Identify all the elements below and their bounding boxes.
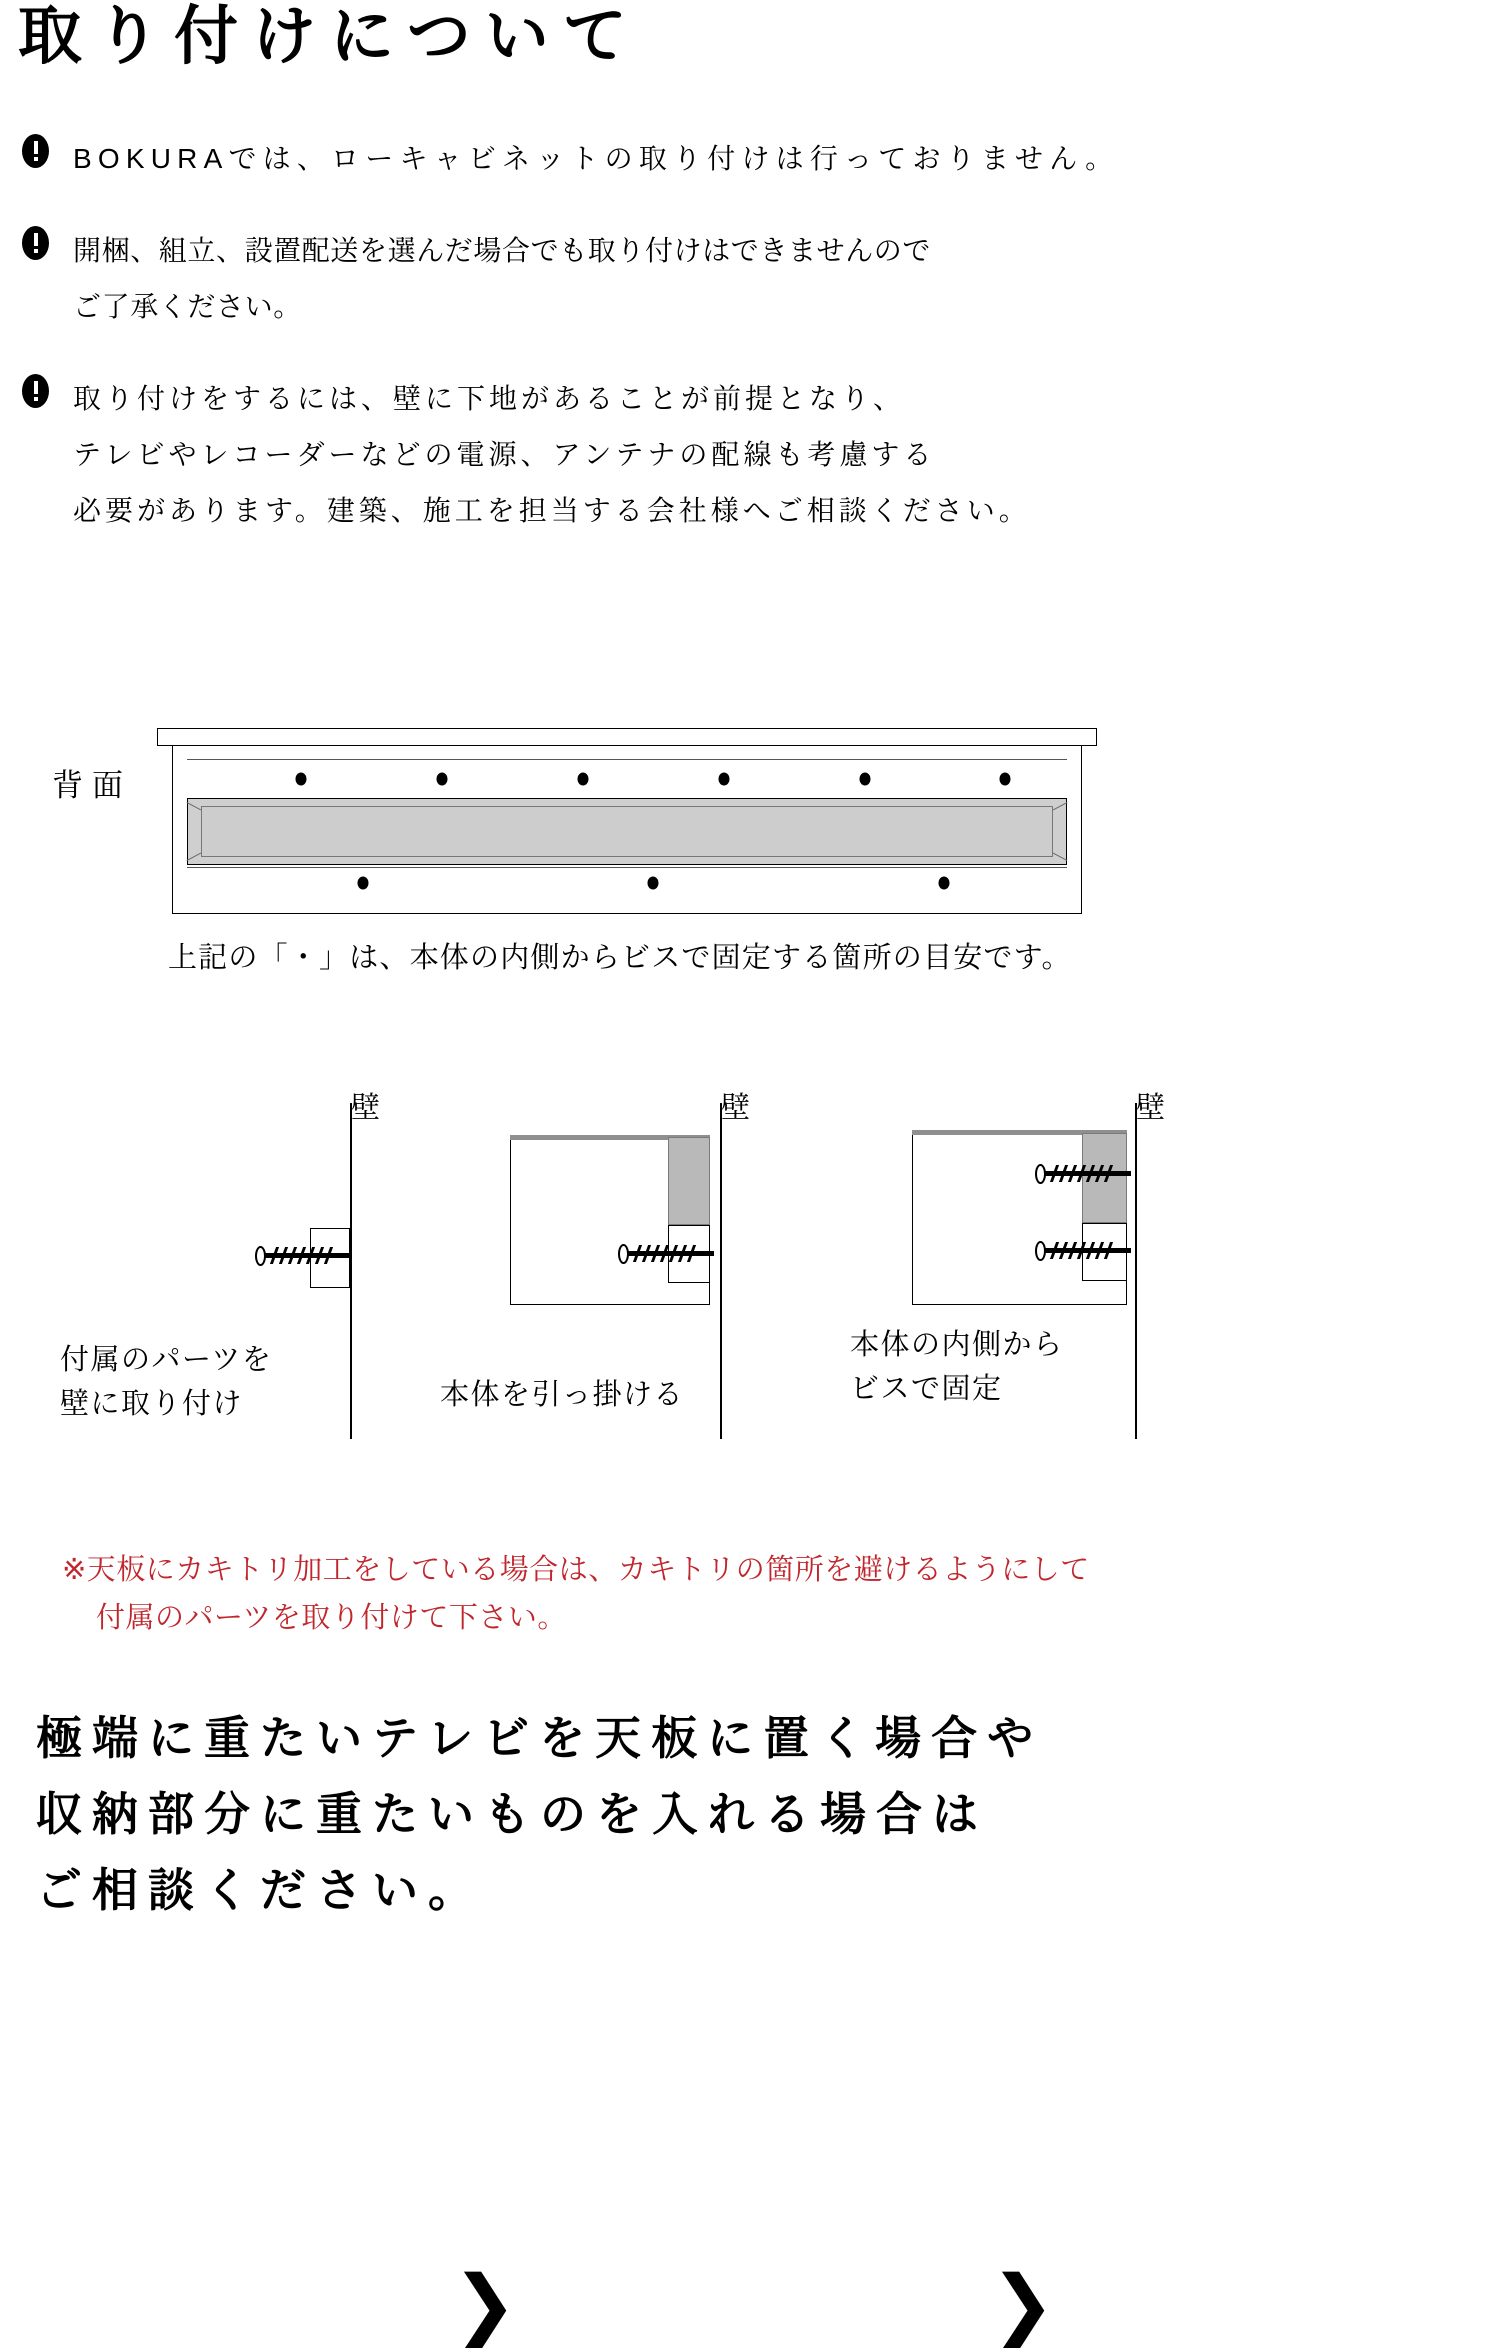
screw-dot xyxy=(578,772,589,785)
screw-dot-row-bottom xyxy=(187,868,1067,898)
wall-line xyxy=(1135,1103,1137,1439)
step-3 xyxy=(840,1085,1170,1485)
screw-icon xyxy=(1035,1163,1131,1185)
step-1-caption xyxy=(60,1338,272,1426)
wall-line xyxy=(350,1103,352,1439)
note-line: 開梱、組立、設置配送を選んだ場合でも取り付けはできませんので xyxy=(73,235,932,266)
footer-line: 極端に重たいテレビを天板に置く場合や xyxy=(36,1712,1044,1764)
screw-dot-row-top xyxy=(187,761,1067,796)
miter-line xyxy=(187,802,202,810)
cabinet-inner-divider xyxy=(187,759,1067,760)
screw-dot xyxy=(938,877,949,890)
screw-dot xyxy=(1000,772,1011,785)
step-caption-line: 付属のパーツを xyxy=(60,1344,273,1376)
footer-line: ご相談ください。 xyxy=(36,1864,484,1916)
note-body xyxy=(73,131,1178,187)
note-body xyxy=(73,223,1178,335)
warning-line: 付属のパーツを取り付けて下さい。 xyxy=(96,1602,567,1634)
warning-text xyxy=(62,1546,1090,1642)
exclamation-icon xyxy=(22,134,49,168)
cabinet-top-board xyxy=(157,728,1097,746)
note-item xyxy=(18,371,1178,539)
note-line: 取り付けをするには、壁に下地があることが前提となり、 xyxy=(73,383,906,414)
footer-line: 収納部分に重たいものを入れる場合は xyxy=(36,1788,988,1840)
step-caption-line: 本体の内側から xyxy=(850,1329,1064,1361)
note-body xyxy=(73,371,1178,539)
page-title: 取り付けについて xyxy=(18,0,641,72)
screw-dot xyxy=(296,772,307,785)
screw-icon xyxy=(618,1243,714,1265)
step-arrow-1: ❯ xyxy=(452,2260,518,2348)
step-1 xyxy=(60,1085,385,1485)
step-caption-line: 本体を引っ掛ける xyxy=(440,1379,685,1411)
wall-line xyxy=(720,1103,722,1439)
miter-line xyxy=(187,853,202,861)
miter-line xyxy=(1053,853,1068,861)
step-caption-line: 壁に取り付け xyxy=(60,1388,244,1420)
exclamation-icon xyxy=(22,374,49,408)
screw-dot xyxy=(859,772,870,785)
screw-icon xyxy=(1035,1240,1131,1262)
note-line: テレビやレコーダーなどの電源、アンテナの配線も考慮する xyxy=(73,439,936,470)
wall-bracket-part xyxy=(668,1137,710,1225)
screw-dot xyxy=(648,877,659,890)
note-line: ご了承ください。 xyxy=(73,291,302,322)
warning-line: ※天板にカキトリ加工をしている場合は、カキトリの箇所を避けるようにして xyxy=(62,1554,1090,1586)
step-arrow-2: ❯ xyxy=(990,2260,1056,2348)
cabinet-rear-illustration xyxy=(157,728,1097,914)
screw-dot xyxy=(718,772,729,785)
cabinet-back-panel-inner xyxy=(201,806,1053,857)
note-line: BOKURAでは、ローキャビネットの取り付けは行っておりません。 xyxy=(73,143,1120,174)
wall-label: 壁 xyxy=(351,1092,385,1124)
exclamation-icon xyxy=(22,226,49,260)
note-item xyxy=(18,223,1178,335)
cabinet-back-panel xyxy=(187,798,1067,865)
wall-label: 壁 xyxy=(1136,1092,1170,1124)
rear-view-label: 背面 xyxy=(52,768,132,803)
screw-icon xyxy=(255,1245,351,1267)
step-3-caption xyxy=(850,1323,1064,1411)
screw-dot xyxy=(437,772,448,785)
step-2-caption xyxy=(440,1373,684,1417)
step-caption-line: ビスで固定 xyxy=(850,1373,1003,1405)
notes-list xyxy=(18,131,1178,569)
note-line: 必要があります。建築、施工を担当する会社様へご相談ください。 xyxy=(73,495,1031,526)
miter-line xyxy=(1053,802,1068,810)
rear-view-caption: 上記の「・」は、本体の内側からビスで固定する箇所の目安です。 xyxy=(168,942,1072,974)
screw-dot xyxy=(358,877,369,890)
footer-note xyxy=(36,1700,1043,1928)
wall-label: 壁 xyxy=(721,1092,755,1124)
step-2 xyxy=(440,1085,770,1485)
note-item xyxy=(18,131,1178,187)
